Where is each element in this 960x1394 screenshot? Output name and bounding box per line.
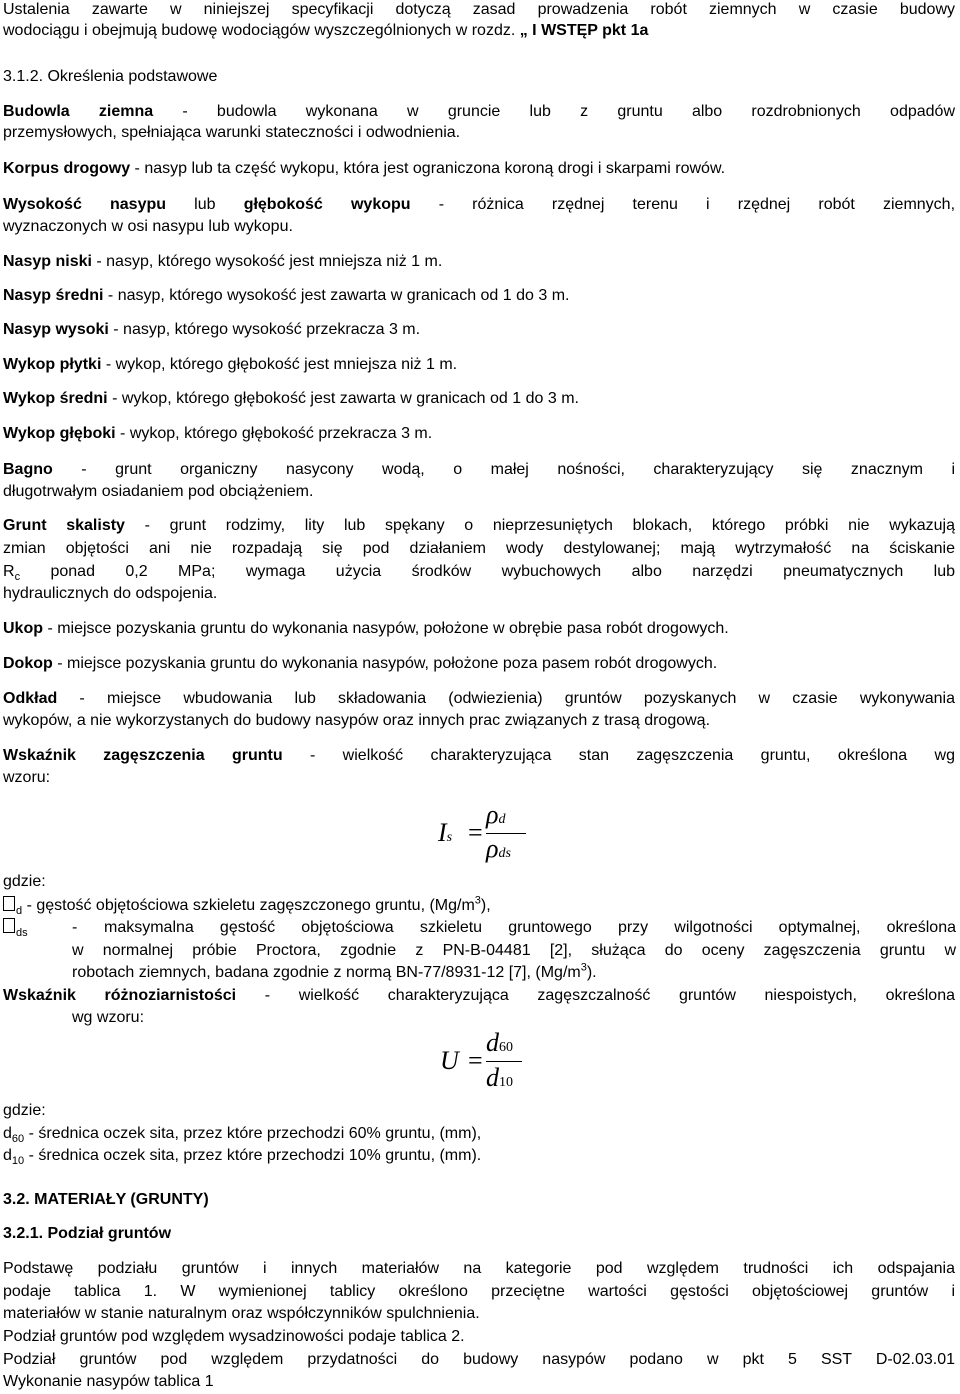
def-text: - miejsce wbudowania lub składowania (odwiezienia) gruntów pozyskanych w czasie wykonywania <box>57 690 955 707</box>
formula-numerator-sub: 60 <box>499 1040 513 1055</box>
section-heading-3-2: 3.2. MATERIAŁY (GRUNTY) <box>3 1191 209 1208</box>
def-term: Nasyp niski <box>3 253 92 270</box>
def-nasyp-wysoki <box>3 320 420 340</box>
def-term: głębokość wykopu <box>243 196 411 213</box>
def-text: - nasyp, którego wysokość jest zawarta w granicach od 1 do 3 m. <box>103 287 570 304</box>
def-wskaznik-zag-line-2: wzoru: <box>3 769 51 786</box>
where-rho-ds-label <box>3 918 28 938</box>
d60-symbol: d <box>3 1125 12 1142</box>
where-label-1: gdzie: <box>3 873 46 890</box>
para-3-line-1: Podział gruntów pod względem przydatności do budowy nasypów podano w pkt 5 SST D-02.03.01 <box>3 1351 955 1368</box>
formula-lhs: U <box>440 1046 459 1075</box>
def-ukop <box>3 619 729 639</box>
where-rho-ds-line-2: w normalnej próbie Proctora, zgodnie z PN-B-04481 [2], służąca do oceny zagęszczenia gruntu w <box>72 942 956 959</box>
def-term: Bagno <box>3 461 53 478</box>
para-1-line-1: Podstawę podziału gruntów i innych materiałów na kategorie pod względem trudności ich odspajania <box>3 1260 955 1277</box>
def-nasyp-sredni <box>3 286 569 306</box>
intro-line-2-text: wodociągu i obejmują budowę wodociągów wyszczególnionych w rozdz. <box>3 22 520 39</box>
rho-ds-sup: 3 <box>580 961 587 974</box>
where-label-2: gdzie: <box>3 1102 46 1119</box>
formula-fraction-bar <box>486 1061 522 1062</box>
def-term: Dokop <box>3 655 53 672</box>
def-text: - różnica rzędnej terenu i rzędnej robót ziemnych, <box>410 196 956 213</box>
d10-symbol: d <box>3 1147 12 1164</box>
def-term: Nasyp wysoki <box>3 321 109 338</box>
def-term: Wskaźnik różnoziarnistości <box>3 987 237 1004</box>
formula-denominator-symbol: ρ <box>486 834 499 863</box>
def-budowla-line-2: przemysłowych, spełniająca warunki stateczności i odwodnienia. <box>3 124 461 141</box>
formula-denominator-sub: ds <box>498 846 511 861</box>
where-rho-d <box>3 896 491 916</box>
def-term: Grunt skalisty <box>3 517 125 534</box>
formula-numerator-sub: d <box>498 812 506 827</box>
def-wykop-gleboki <box>3 424 432 444</box>
rc-subscript: c <box>14 571 21 584</box>
def-text: - wykop, którego głębokość jest zawarta w granicach od 1 do 3 m. <box>107 390 579 407</box>
formula-numerator-symbol: ρ <box>486 800 499 829</box>
def-text: - nasyp lub ta część wykopu, która jest ograniczona koroną drogi i skarpami rowów. <box>130 160 726 177</box>
para-3-line-2: Wykonanie nasypów tablica 1 <box>3 1373 214 1390</box>
def-text: - wykop, którego głębokość przekracza 3 m. <box>115 425 433 442</box>
def-term: Nasyp średni <box>3 287 104 304</box>
d60-sub: 60 <box>11 1133 25 1146</box>
missing-glyph-box-icon <box>3 918 15 933</box>
section-heading-3-1-2: 3.1.2. Określenia podstawowe <box>3 68 218 85</box>
d60-text: - średnica oczek sita, przez które przechodzi 60% gruntu, (mm), <box>24 1125 482 1142</box>
formula-equals: = <box>468 818 483 847</box>
formula-lhs-symbol: I <box>438 818 447 847</box>
def-wskaznik-roz-line-1 <box>3 986 955 1026</box>
missing-glyph-box-icon <box>3 896 15 911</box>
def-term: Wskaźnik zagęszczenia gruntu <box>3 747 283 764</box>
def-text: - wielkość charakteryzująca zagęszczalność gruntów niespoistych, określona <box>236 987 955 1004</box>
formula-denominator <box>486 834 511 864</box>
def-term: Wykop płytki <box>3 356 102 373</box>
rc-symbol: R <box>3 563 15 580</box>
def-text: - wielkość charakteryzująca stan zagęszczenia gruntu, określona wg <box>282 747 956 764</box>
formula-compaction-index <box>438 800 538 870</box>
def-text: - miejsce pozyskania gruntu do wykonania nasypów, położone w obrębie pasa robót drogowych. <box>43 620 729 637</box>
def-dokop <box>3 654 717 674</box>
rho-ds-sub: ds <box>16 927 28 940</box>
formula-uniformity <box>440 1026 550 1098</box>
def-nasyp-niski <box>3 252 442 272</box>
intro-line-1: Ustalenia zawarte w niniejszej specyfikacji dotyczą zasad prowadzenia robót ziemnych w czasie budowy <box>3 1 955 18</box>
def-text: - nasyp, którego wysokość przekracza 3 m. <box>108 321 421 338</box>
formula-lhs <box>438 818 452 848</box>
def-term: Wykop średni <box>3 390 108 407</box>
def-text: - wykop, którego głębokość jest mniejsza niż 1 m. <box>101 356 458 373</box>
def-grunt-skalisty-line-4: hydraulicznych do odspojenia. <box>3 585 218 602</box>
def-term: Budowla ziemna <box>3 103 154 120</box>
def-text: lub <box>166 196 244 213</box>
rho-ds-text: robotach ziemnych, badana zgodnie z normą BN-77/8931-12 [7], (Mg/m <box>72 964 581 981</box>
formula-denominator-sub: 10 <box>499 1075 513 1090</box>
def-text: - nasyp, którego wysokość jest mniejsza niż 1 m. <box>91 253 443 270</box>
rho-d-end: ), <box>480 897 491 914</box>
section-heading-3-2-1: 3.2.1. Podział gruntów <box>3 1225 172 1242</box>
formula-lhs-sub: s <box>446 830 453 845</box>
def-text: ponad 0,2 MPa; wymaga użycia środków wybuchowych albo narzędzi pneumatycznych lub <box>20 563 955 580</box>
def-term: Wysokość nasypu <box>3 196 167 213</box>
formula-denominator <box>486 1063 513 1093</box>
where-d10 <box>3 1146 481 1166</box>
d10-text: - średnica oczek sita, przez które przechodzi 10% gruntu, (mm). <box>24 1147 482 1164</box>
def-grunt-skalisty-line-2: zmian objętości ani nie rozpadają się pod działaniem wody destylowanej; mają wytrzymałość na ściskanie <box>3 540 955 557</box>
def-text: - budowla wykonana w gruncie lub z gruntu albo rozdrobnionych odpadów <box>153 103 955 120</box>
where-rho-ds-dash: - <box>72 919 78 936</box>
para-1-line-3: materiałów w stanie naturalnym oraz współczynników spulchnienia. <box>3 1305 480 1322</box>
def-term: Ukop <box>3 620 43 637</box>
def-text: - miejsce pozyskania gruntu do wykonania nasypów, położone poza pasem robót drogowych. <box>52 655 718 672</box>
where-d60 <box>3 1124 481 1144</box>
def-text: - grunt organiczny nasycony wodą, o małej nośności, charakteryzujący się znacznym i <box>52 461 955 478</box>
formula-numerator <box>486 1028 513 1058</box>
def-term: Wykop głęboki <box>3 425 116 442</box>
def-text: - grunt rodzimy, lity lub spękany o nieprzesuniętych blokach, którego próbki nie wykazują <box>124 517 955 534</box>
para-1-line-2: podaje tablica 1. W wymienionej tablicy określono przeciętne wartości gęstości objętościowej gruntów i <box>3 1283 955 1300</box>
def-bagno-line-2: długotrwałym osiadaniem pod obciążeniem. <box>3 483 314 500</box>
rho-d-sup: 3 <box>474 894 481 907</box>
formula-equals: = <box>468 1046 483 1075</box>
formula-numerator-symbol: d <box>486 1028 499 1057</box>
def-korpus <box>3 159 725 179</box>
def-wskaznik-zag-line-1 <box>3 746 955 786</box>
def-wskaznik-roz-line-2: wg wzoru: <box>72 1009 145 1026</box>
formula-denominator-symbol: d <box>486 1063 499 1092</box>
def-wykop-sredni <box>3 389 579 409</box>
para-2: Podział gruntów pod względem wysadzinowości podaje tablica 2. <box>3 1328 465 1345</box>
def-term: Odkład <box>3 690 58 707</box>
where-rho-ds-line-1: maksymalna gęstość objętościowa szkieletu gruntowego przy wilgotności optymalnej, określona <box>104 919 956 936</box>
intro-line-2 <box>3 21 648 41</box>
formula-numerator <box>486 800 505 830</box>
intro-ref: „ I WSTĘP pkt 1a <box>519 22 649 39</box>
def-wykop-plytki <box>3 355 457 375</box>
rho-d-text: - gęstość objętościowa szkieletu zagęszczonego gruntu, (Mg/m <box>22 897 475 914</box>
where-rho-ds-line-3 <box>72 963 597 983</box>
d10-sub: 10 <box>11 1155 25 1168</box>
def-odklad-line-2: wykopów, a nie wykorzystanych do budowy nasypów oraz innych prac związanych z trasą drogową. <box>3 712 711 729</box>
def-wysokosc-line-2: wyznaczonych w osi nasypu lub wykopu. <box>3 218 293 235</box>
rho-ds-end: ). <box>586 964 597 981</box>
def-term: Korpus drogowy <box>3 160 131 177</box>
rho-d-sub: d <box>16 905 23 918</box>
